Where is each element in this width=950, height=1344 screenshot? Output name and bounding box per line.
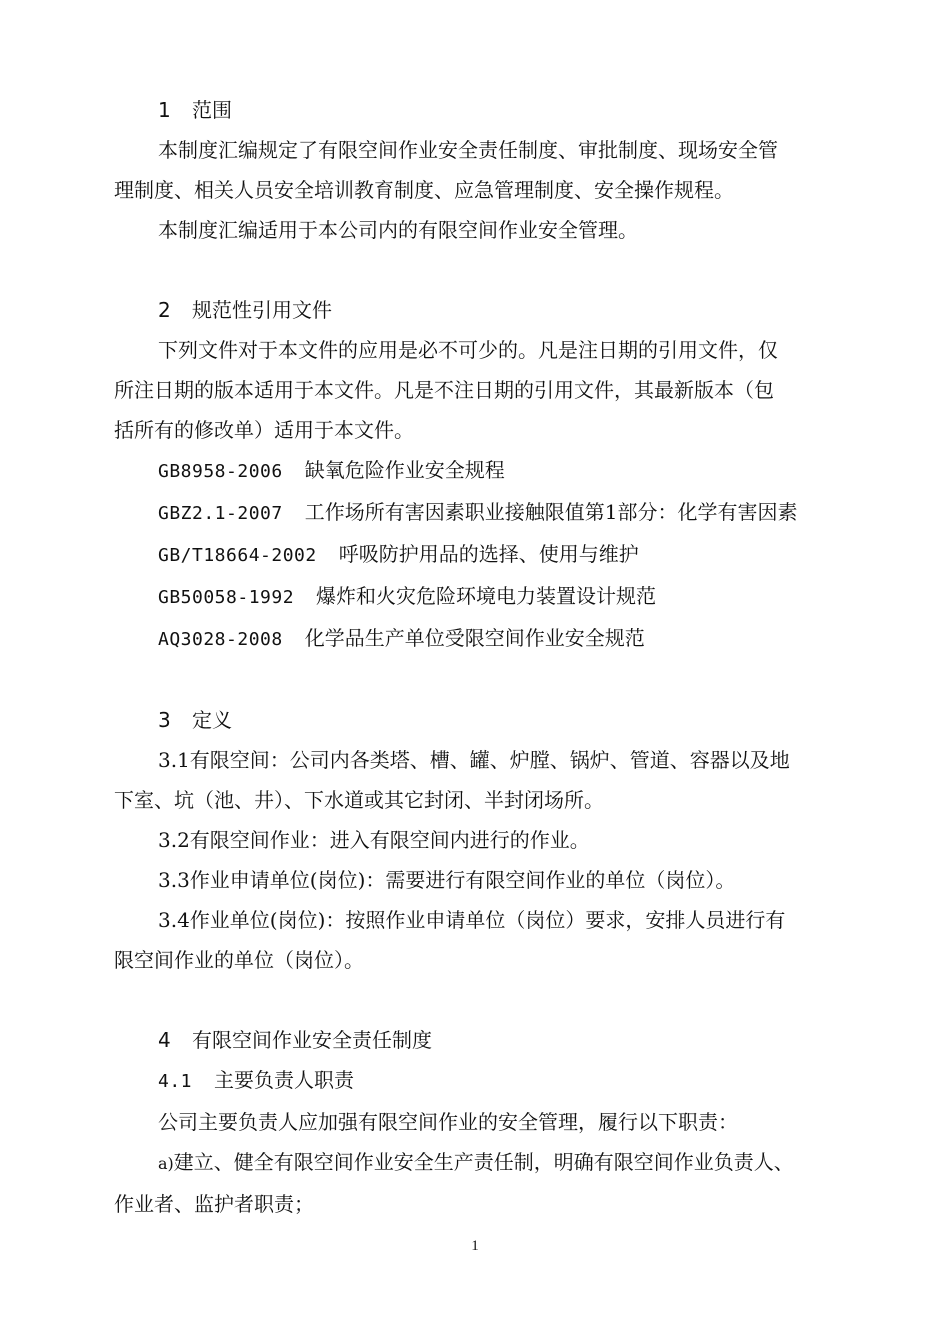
reference-item bbox=[114, 618, 860, 660]
section-title: 规范性引用文件 bbox=[192, 298, 332, 322]
section-heading bbox=[114, 90, 860, 130]
paragraph-line: 括所有的修改单）适用于本文件。 bbox=[114, 418, 414, 442]
reference-item bbox=[114, 576, 860, 618]
list-item-line: 作业者、监护者职责； bbox=[114, 1192, 314, 1216]
section-heading bbox=[114, 290, 860, 330]
paragraph-line: 公司主要负责人应加强有限空间作业的安全管理，履行以下职责： bbox=[158, 1110, 738, 1134]
section-heading bbox=[114, 1020, 860, 1060]
definition-line: 3.2有限空间作业：进入有限空间内进行的作业。 bbox=[158, 828, 590, 852]
subsection-title: 主要负责人职责 bbox=[214, 1068, 355, 1092]
definition-line: 下室、坑（池、井）、下水道或其它封闭、半封闭场所。 bbox=[114, 788, 604, 812]
reference-name: 工作场所有害因素职业接触限值第1部分：化学有害因素 bbox=[304, 500, 798, 524]
definition-line: 3.1有限空间：公司内各类塔、槽、罐、炉膛、锅炉、管道、容器以及地 bbox=[158, 748, 790, 772]
paragraph-line: 理制度、相关人员安全培训教育制度、应急管理制度、安全操作规程。 bbox=[114, 178, 734, 202]
paragraph-line: 本制度汇编适用于本公司内的有限空间作业安全管理。 bbox=[158, 218, 638, 242]
section-number: 4 bbox=[158, 1028, 171, 1052]
reference-code: GB8958-2006 bbox=[158, 461, 283, 482]
section-title: 定义 bbox=[192, 708, 232, 732]
reference-code: GB/T18664-2002 bbox=[158, 545, 317, 566]
section-heading bbox=[114, 700, 860, 740]
subsection-number: 4.1 bbox=[158, 1071, 193, 1092]
list-item-label: a) bbox=[158, 1154, 174, 1173]
section-number: 3 bbox=[158, 708, 171, 732]
paragraph-line: 所注日期的版本适用于本文件。凡是不注日期的引用文件，其最新版本（包 bbox=[114, 378, 774, 402]
reference-code: GB50058-1992 bbox=[158, 587, 295, 608]
reference-name: 化学品生产单位受限空间作业安全规范 bbox=[304, 626, 645, 650]
reference-item bbox=[114, 492, 860, 534]
blank-line bbox=[114, 660, 860, 700]
page-number: 1 bbox=[471, 1238, 479, 1254]
blank-line bbox=[114, 250, 860, 290]
blank-line bbox=[114, 980, 860, 1020]
paragraph-line: 本制度汇编规定了有限空间作业安全责任制度、审批制度、现场安全管 bbox=[158, 138, 778, 162]
subsection-heading bbox=[114, 1060, 860, 1102]
section-number: 1 bbox=[158, 98, 171, 122]
reference-item bbox=[114, 534, 860, 576]
definition-line: 限空间作业的单位（岗位）。 bbox=[114, 948, 364, 972]
page-content bbox=[114, 90, 860, 1224]
reference-code: GBZ2.1-2007 bbox=[158, 503, 283, 524]
list-item-line bbox=[114, 1142, 860, 1184]
reference-name: 缺氧危险作业安全规程 bbox=[304, 458, 505, 482]
reference-code: AQ3028-2008 bbox=[158, 629, 283, 650]
reference-name: 爆炸和火灾危险环境电力装置设计规范 bbox=[316, 584, 657, 608]
definition-line: 3.3作业申请单位(岗位)：需要进行有限空间作业的单位（岗位）。 bbox=[158, 868, 736, 892]
reference-item bbox=[114, 450, 860, 492]
section-number: 2 bbox=[158, 298, 171, 322]
paragraph-line: 下列文件对于本文件的应用是必不可少的。凡是注日期的引用文件，仅 bbox=[158, 338, 778, 362]
list-item-text: 建立、健全有限空间作业安全生产责任制，明确有限空间作业负责人、 bbox=[173, 1150, 794, 1174]
definition-line: 3.4作业单位(岗位)：按照作业申请单位（岗位）要求，安排人员进行有 bbox=[158, 908, 786, 932]
reference-name: 呼吸防护用品的选择、使用与维护 bbox=[338, 542, 639, 566]
section-title: 有限空间作业安全责任制度 bbox=[192, 1028, 432, 1052]
section-title: 范围 bbox=[192, 98, 232, 122]
